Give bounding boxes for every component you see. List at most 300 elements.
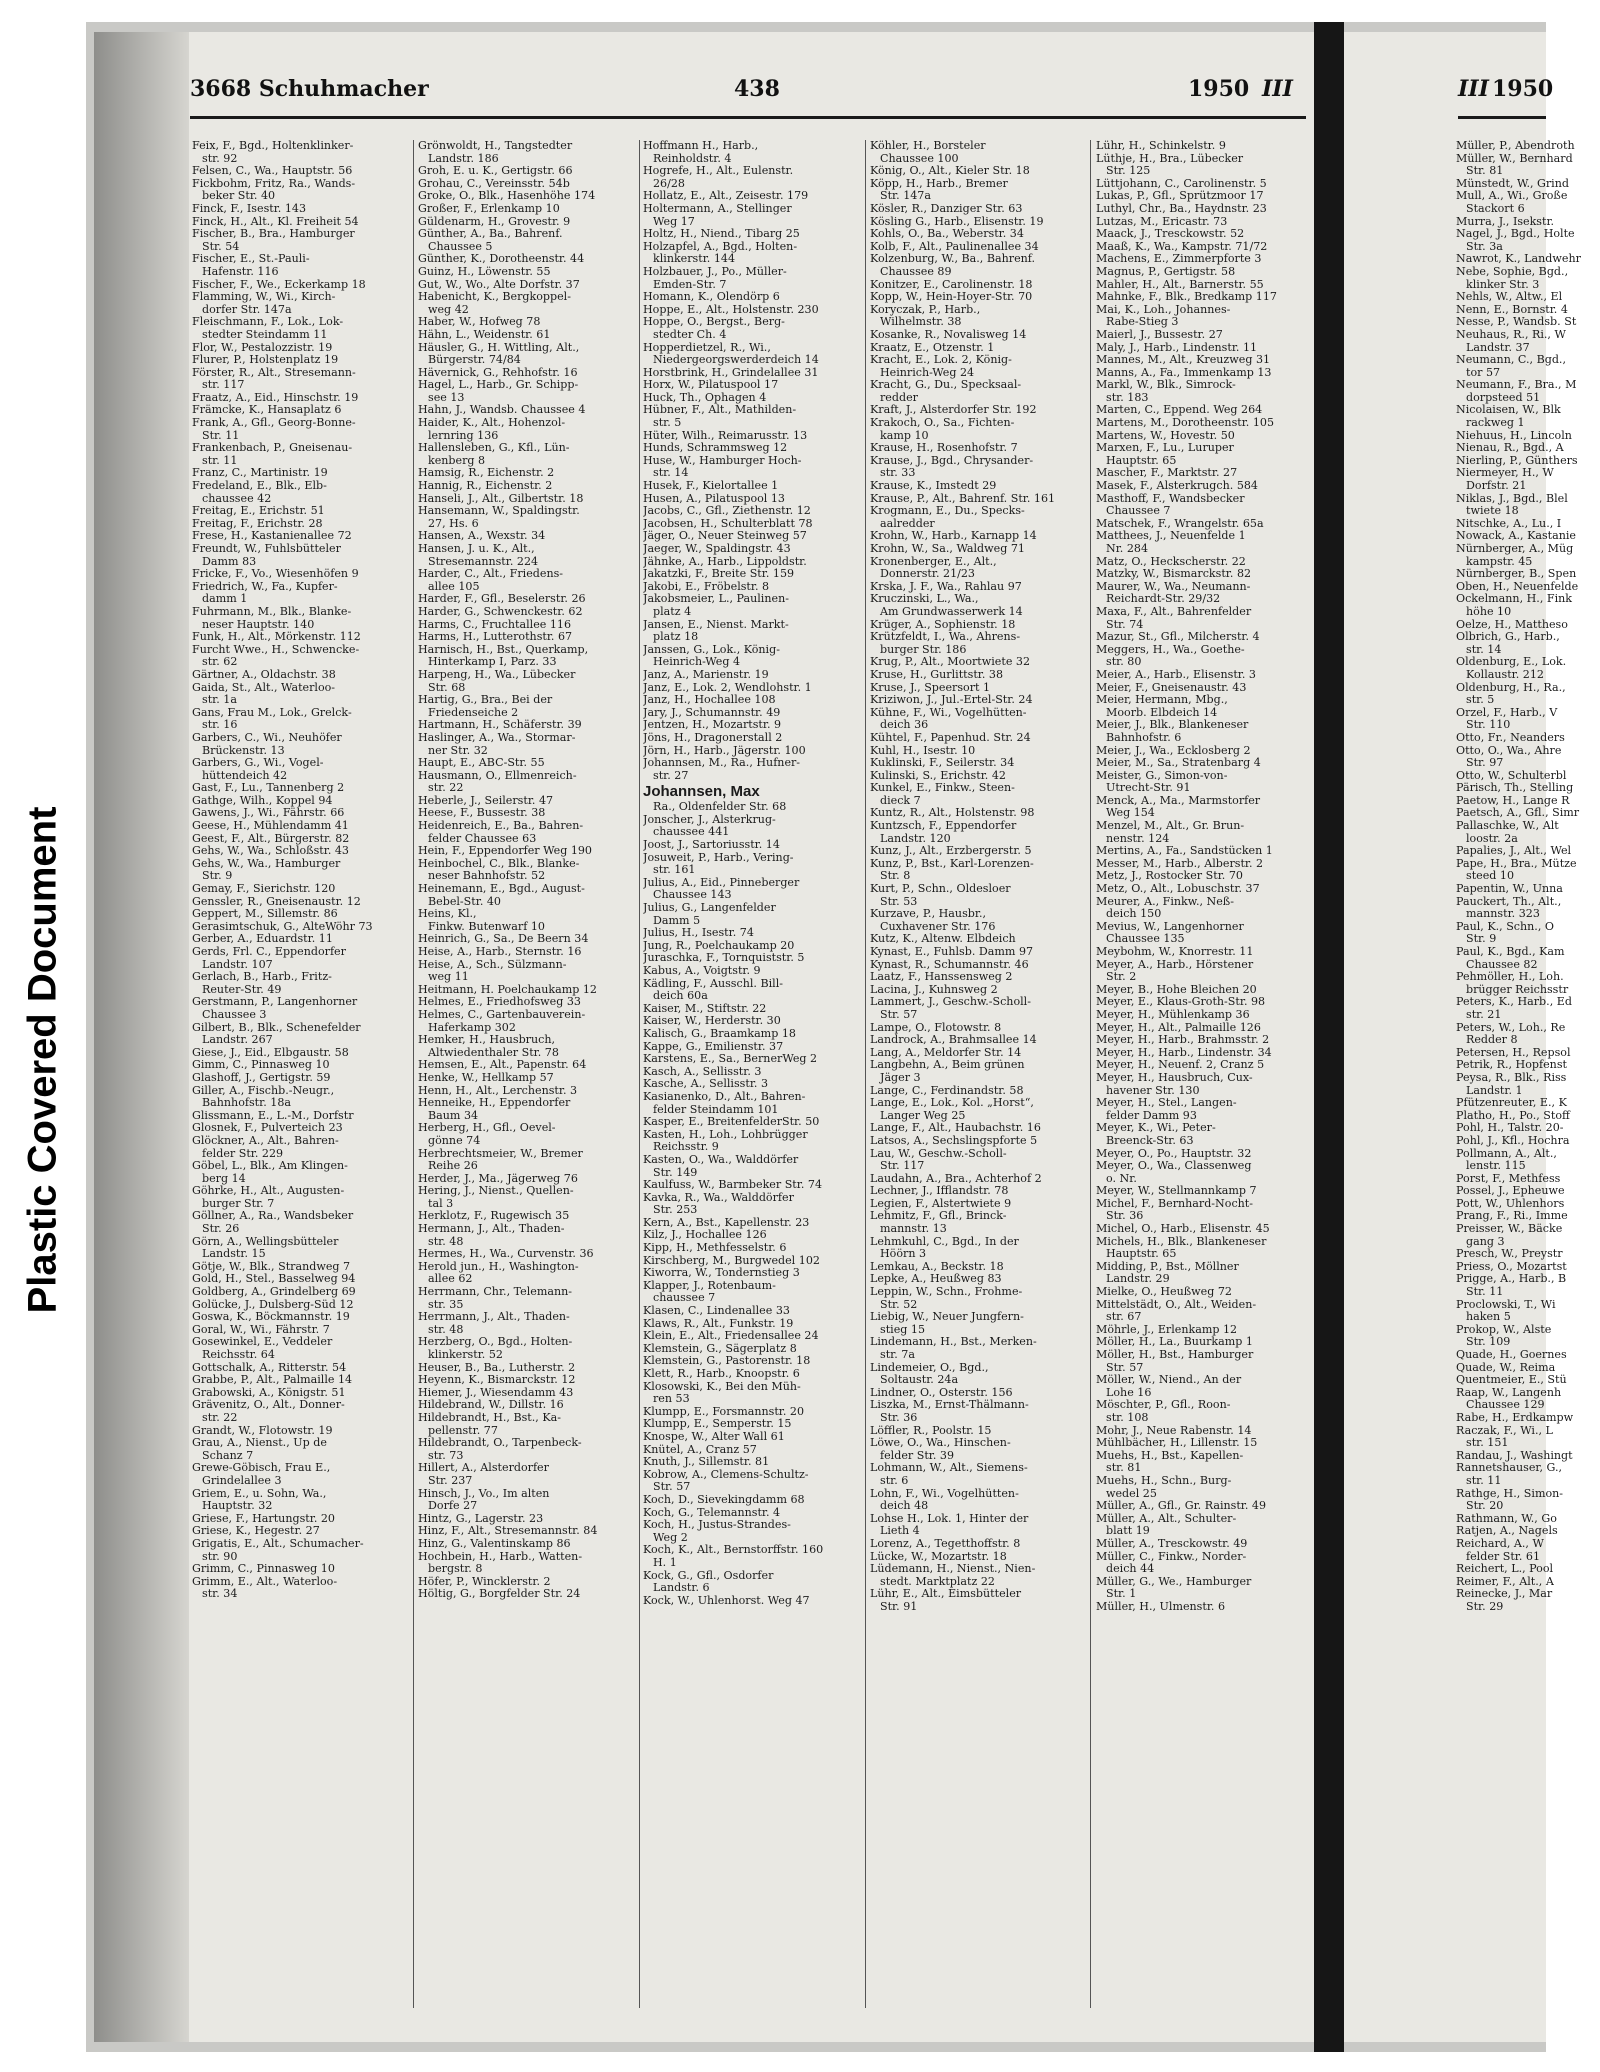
directory-entry: Knospe, W., Alter Wall 61 [643,1429,785,1443]
directory-entry: Lindner, O., Osterstr. 156 [870,1385,1013,1399]
directory-entry: Holzapfel, A., Bgd., Holten- [643,239,798,253]
directory-entry: Meyer, H., Harb., Lindenstr. 34 [1096,1045,1272,1059]
directory-entry-continuation: H. 1 [653,1555,677,1569]
directory-entry-continuation: kenberg 8 [428,453,486,467]
directory-entry: Matschek, F., Wrangelstr. 65a [1096,516,1264,530]
directory-entry: Hübner, F., Alt., Mathilden- [643,403,797,417]
directory-entry-continuation: steed 10 [1466,869,1515,883]
directory-entry-continuation: Reichardt-Str. 29/32 [1106,592,1221,606]
directory-entry: Mahler, H., Alt., Barnerstr. 55 [1096,277,1264,291]
directory-entry: Müller, P., Abendroth [1456,140,1575,152]
directory-entry: Kaiser, W., Herderstr. 30 [643,1014,781,1028]
directory-entry-continuation: Bahnhofstr. 18a [202,1096,292,1110]
directory-entry-continuation: Landstr. 107 [202,957,273,971]
directory-entry: Groh, E. u. K., Gertigstr. 66 [418,164,573,178]
directory-entry-continuation: Str. 11 [1466,1285,1504,1299]
directory-entry: Günther, A., Ba., Bahrenf. [418,227,563,241]
directory-entry: Grabbe, P., Alt., Palmaille 14 [192,1373,353,1387]
directory-entry: Quade, W., Reima [1456,1360,1556,1374]
directory-entry: Grandt, W., Flotowstr. 19 [192,1423,333,1437]
directory-entry: Kynast, R., Schumannstr. 46 [870,957,1029,971]
directory-entry: Paul, K., Bgd., Kam [1456,945,1565,958]
directory-entry-continuation: chaussee 42 [202,491,272,505]
directory-entry: Goswa, K., Böckmannstr. 19 [192,1310,350,1324]
directory-entry-continuation: str. 48 [428,1322,464,1336]
directory-entry-continuation: str. 48 [428,1234,464,1248]
directory-entry: Mahnke, F., Blk., Bredkamp 117 [1096,290,1277,304]
directory-entry-continuation: platz 4 [653,604,692,618]
directory-entry: Gerasimtschuk, G., AlteWöhr 73 [192,919,373,933]
directory-entry-continuation: Langer Weg 25 [880,1108,966,1122]
directory-entry: Lindemeier, O., Bgd., [870,1360,989,1374]
directory-entry: Mohr, J., Neue Rabenstr. 14 [1096,1423,1252,1437]
directory-entry-continuation: Str. 68 [428,680,466,694]
directory-entry-continuation: wedel 25 [1106,1486,1157,1500]
directory-entry: Kraft, J., Alsterdorfer Str. 192 [870,403,1037,417]
directory-entry-continuation: str. 108 [1106,1410,1149,1424]
directory-entry: Matzky, W., Bismarckstr. 82 [1096,567,1252,581]
directory-entry: Kurt, P., Schn., Oldesloer [870,882,1011,896]
directory-entry: Friedrich, W., Fa., Kupfer- [192,579,338,593]
directory-entry: Hermes, H., Wa., Curvenstr. 36 [418,1247,594,1261]
directory-entry-continuation: Str. 253 [653,1203,698,1217]
directory-entry: Groke, O., Blk., Hasenhöhe 174 [418,189,596,203]
directory-entry: Hansen, J. u. K., Alt., [418,542,535,555]
directory-entry-continuation: stieg 15 [880,1322,926,1336]
directory-entry-continuation: felder Chaussee 63 [428,831,537,845]
directory-entry: Flor, W., Pestalozzistr. 19 [192,340,333,354]
directory-entry: Günther, K., Dorotheenstr. 44 [418,252,585,266]
directory-entry: Griem, E., u. Sohn, Wa., [192,1486,327,1500]
directory-entry: Kobrow, A., Clemens-Schultz- [643,1467,809,1481]
directory-entry: Liebig, W., Neuer Jungfern- [870,1310,1024,1324]
directory-entry: Kabus, A., Voigtstr. 9 [643,964,761,977]
directory-entry: Großer, F., Erlenkamp 10 [418,201,560,215]
directory-entry: Hähn, L., Weidenstr. 61 [418,327,551,341]
directory-entry: Felsen, C., Wa., Hauptstr. 56 [192,164,353,178]
directory-entry: Pott, W., Uhlenhors [1456,1196,1565,1210]
directory-entry: Mevius, W., Langenhorner [1096,919,1244,933]
directory-entry-continuation: Str. 110 [1466,718,1511,732]
directory-entry-continuation: str. 5 [1466,693,1495,707]
directory-entry-continuation: platz 18 [653,630,699,644]
directory-entry: Harder, C., Alt., Friedens- [418,567,564,581]
directory-entry: Krützfeldt, I., Wa., Ahrens- [870,630,1021,644]
directory-entry: Murra, J., Isekstr. [1456,214,1555,228]
directory-entry: Maly, J., Harb., Lindenstr. 11 [1096,340,1258,354]
directory-entry-continuation: bergstr. 8 [428,1562,483,1576]
directory-entry: Landrock, A., Brahmsallee 14 [870,1033,1037,1047]
directory-entry-continuation: dieck 7 [880,793,921,807]
directory-entry: Höltig, G., Borgfelder Str. 24 [418,1587,581,1601]
directory-entry-continuation: Landstr. 120 [880,831,951,845]
directory-entry-continuation: Chaussee 129 [1466,1398,1545,1412]
directory-entry-continuation: nenstr. 124 [1106,831,1170,845]
directory-entry: Kuntzsch, F., Eppendorfer [870,819,1017,833]
directory-entry: Prokop, W., Alste [1456,1322,1552,1336]
directory-entry-continuation: deich 36 [880,718,929,732]
directory-entry: Prang, F., Ri., Imme [1456,1209,1568,1223]
directory-entry-continuation: berg 14 [202,1171,246,1185]
directory-entry: Koch, D., Sievekingdamm 68 [643,1492,805,1506]
directory-entry: Hering, J., Nienst., Quellen- [418,1184,574,1198]
directory-entry: Krska, J. F., Wa., Rahlau 97 [870,579,1022,593]
directory-entry: Hildebrandt, O., Tarpenbeck- [418,1436,582,1450]
directory-entry: Hartmann, H., Schäferstr. 39 [418,718,582,732]
directory-entry-continuation: Str. 57 [1106,1360,1144,1374]
directory-entry: Haider, K., Alt., Hohenzol- [418,416,566,430]
directory-entry: Kunz, P., Bst., Karl-Lorenzen- [870,856,1034,870]
directory-entry-continuation: str. 14 [1466,642,1502,656]
directory-entry: Meyer, O., Po., Hauptstr. 32 [1096,1146,1252,1160]
directory-entry: Müller, C., Finkw., Norder- [1096,1549,1247,1563]
directory-entry-continuation: str. 16 [202,718,238,732]
directory-entry-continuation: chaussee 7 [653,1291,716,1305]
directory-entry: Rathmann, W., Go [1456,1511,1557,1525]
directory-entry: Kronenberger, E., Alt., [870,554,997,568]
directory-entry: Klapper, J., Rotenbaum- [643,1278,776,1292]
directory-entry: Meurer, A., Finkw., Neß- [1096,894,1234,908]
directory-entry: Hävernick, G., Rehhofstr. 16 [418,365,578,379]
directory-entry-continuation: Str. 9 [202,869,233,883]
directory-entry-continuation: see 13 [428,390,465,404]
directory-entry: Koch, H., Justus-Strandes- [643,1518,791,1532]
directory-entry: Henke, W., Hellkamp 57 [418,1070,554,1084]
directory-entry: Oldenburg, H., Ra., [1456,680,1566,694]
directory-entry: Meyer, B., Hohe Bleichen 20 [1096,982,1257,996]
directory-column-1 [192,140,406,2008]
directory-entry: Gottschalk, A., Ritterstr. 54 [192,1360,347,1374]
directory-entry-continuation: kampstr. 45 [1466,554,1533,568]
directory-entry: Herberg, H., Gfl., Oevel- [418,1121,556,1135]
directory-entry: Kasch, A., Sellisstr. 3 [643,1064,762,1078]
directory-entry: Mielke, O., Heußweg 72 [1096,1285,1232,1299]
directory-entry: Heise, A., Sch., Sülzmann- [418,957,567,971]
directory-entry-continuation: str. 11 [1466,1473,1502,1487]
directory-entry: Krakoch, O., Sa., Fichten- [870,416,1015,430]
column-divider [1090,140,1091,2008]
directory-entry-continuation: Bürgerstr. 74/84 [428,353,521,367]
directory-entry-continuation: Wilhelmstr. 38 [880,315,962,329]
directory-entry-continuation: hüttendeich 42 [202,768,288,782]
directory-entry: Hemsen, E., Alt., Papenstr. 64 [418,1058,587,1072]
directory-entry: Meyer, H., Harb., Brahmsstr. 2 [1096,1033,1270,1047]
directory-entry: Gosewinkel, E., Veddeler [192,1335,333,1349]
directory-entry-continuation: Str. 97 [1466,756,1504,770]
directory-entry-continuation: Str. 81 [1466,164,1504,178]
directory-entry: Masthoff, F., Wandsbecker [1096,491,1245,505]
directory-entry-continuation: Str. 8 [880,869,911,883]
directory-entry: Haber, W., Hofweg 78 [418,315,541,329]
directory-entry: Hinz, G., Valentinskamp 86 [418,1536,571,1550]
directory-entry: Harms, H., Lutterothstr. 67 [418,630,573,644]
directory-entry: Klumpp, E., Forsmannstr. 20 [643,1404,805,1418]
directory-entry: Randau, J., Washingt [1456,1448,1573,1462]
directory-entry: Müller, A., Gfl., Gr. Rainstr. 49 [1096,1499,1267,1513]
directory-entry-continuation: Dorfstr. 21 [1466,479,1527,493]
directory-entry: Möller, H., Bst., Hamburger [1096,1348,1254,1361]
directory-entry: Lüttjohann, C., Carolinenstr. 5 [1096,176,1267,190]
directory-entry: Heberle, J., Seilerstr. 47 [418,793,554,807]
directory-entry: Heins, Kl., [418,907,477,921]
directory-entry: Lange, C., Ferdinandstr. 58 [870,1083,1024,1097]
directory-entry: Hillert, A., Alsterdorfer [418,1461,549,1475]
directory-entry: Grewe-Göbisch, Frau E., [192,1461,331,1475]
directory-entry-continuation: Landstr. 6 [653,1581,710,1595]
directory-entry-continuation: Cuxhavener Str. 176 [880,919,996,933]
directory-entry: Grau, A., Nienst., Up de [192,1436,327,1450]
directory-entry: Lohmann, W., Alt., Siemens- [870,1461,1028,1475]
directory-column-4 [870,140,1085,2008]
directory-entry: Jonscher, J., Alsterkrug- [643,812,776,826]
directory-entry: Hoppe, E., Alt., Holstenstr. 230 [643,302,819,316]
directory-entry: Kipp, H., Methfesselstr. 6 [643,1241,787,1255]
directory-entry-continuation: Heinrich-Weg 4 [653,655,741,669]
directory-entry: Habenicht, K., Bergkoppel- [418,290,571,304]
directory-entry: Griese, K., Hegestr. 27 [192,1524,320,1538]
directory-entry-continuation: ner Str. 32 [428,743,488,757]
directory-entry: Heidenreich, E., Ba., Bahren- [418,819,584,833]
directory-entry: Quade, H., Goernes [1456,1348,1567,1361]
directory-entry-continuation: Am Grundwasserwerk 14 [880,604,1023,618]
directory-entry-continuation: str. 67 [1106,1310,1142,1324]
directory-entry: Gerstmann, P., Langenhorner [192,995,358,1009]
directory-entry: Löwe, O., Wa., Hinschen- [870,1436,1011,1450]
directory-entry-continuation: Str. 149 [653,1165,698,1179]
directory-entry: Petersen, H., Repsol [1456,1045,1571,1059]
directory-entry: Lukas, P., Gfl., Sprützmoor 17 [1096,189,1264,203]
directory-entry: Lang, A., Meldorfer Str. 14 [870,1045,1022,1059]
directory-entry: Nagel, J., Bgd., Holte [1456,227,1575,241]
directory-entry: Främcke, K., Hansaplatz 6 [192,403,342,417]
directory-entry: Paul, K., Schn., O [1456,919,1554,933]
directory-entry: Maurer, W., Wa., Neumann- [1096,579,1251,593]
directory-entry-continuation: Stresemannstr. 224 [428,554,539,568]
directory-entry: Möller, H., La., Buurkamp 1 [1096,1335,1253,1349]
directory-entry-continuation: felder Steindamm 101 [653,1102,779,1116]
right-page-volume: III [1458,76,1489,102]
directory-entry-continuation: Damm 83 [202,554,257,568]
directory-entry: Kaulfuss, W., Barmbeker Str. 74 [643,1178,823,1192]
directory-entry: Michel, O., Harb., Elisenstr. 45 [1096,1222,1270,1236]
directory-entry: Kühtel, F., Papenhud. Str. 24 [870,730,1031,744]
directory-entry: Hamsig, R., Eichenstr. 2 [418,466,555,480]
directory-entry: Lücke, W., Mozartstr. 18 [870,1549,1007,1563]
directory-entry: Krohn, W., Harb., Karnapp 14 [870,529,1037,543]
directory-entry-continuation: twiete 18 [1466,504,1519,518]
directory-entry-continuation: allee 105 [428,579,480,593]
directory-entry: Knuth, J., Sillemstr. 81 [643,1455,770,1469]
directory-entry: Jacobs, C., Gfl., Ziethenstr. 12 [643,504,811,518]
directory-entry: Rabe, H., Erdkampw [1456,1410,1574,1424]
page-number: 438 [734,76,780,102]
directory-entry: Heitmann, H. Poelchaukamp 12 [418,982,597,996]
directory-entry: Kalisch, G., Braamkamp 18 [643,1026,796,1040]
directory-entry: Proclowski, T., Wi [1456,1297,1556,1311]
directory-entry: Julius, G., Langenfelder [643,901,776,915]
directory-entry: Klasen, C., Lindenallee 33 [643,1304,790,1318]
directory-entry: Jary, J., Schumannstr. 49 [643,705,781,719]
directory-entry: Lehmkuhl, C., Bgd., In der [870,1234,1019,1248]
directory-entry: Jaeger, W., Spaldingstr. 43 [643,542,791,555]
directory-entry: Hoppe, O., Bergst., Berg- [643,315,785,329]
directory-entry: Helmes, E., Friedhofsweg 33 [418,995,581,1009]
directory-column-5 [1096,140,1308,2008]
directory-entry-continuation: Reinholdstr. 4 [653,151,732,165]
directory-entry-continuation: Str. 29 [1466,1599,1504,1613]
directory-entry-continuation: deich 48 [880,1499,929,1513]
directory-entry: Huck, Th., Ophagen 4 [643,390,767,404]
directory-entry: Garbers, G., Wi., Vogel- [192,756,324,770]
directory-entry-continuation: str. 5 [653,416,682,430]
directory-entry: Goral, W., Wi., Fährstr. 7 [192,1322,330,1336]
directory-entry-continuation: Rabe-Stieg 3 [1106,315,1179,329]
directory-entry: Gehs, W., Wa., Schloßstr. 43 [192,844,349,858]
directory-entry: Koch, K., Alt., Bernstorffstr. 160 [643,1543,824,1557]
directory-entry: Häusler, G., H. Wittling, Alt., [418,340,580,354]
directory-entry: Lampe, O., Flotowstr. 8 [870,1020,1002,1034]
directory-entry: Petrik, R., Hopfenst [1456,1058,1567,1072]
directory-entry: Glissmann, E., L.-M., Dorfstr [192,1108,354,1122]
directory-entry-continuation: Chaussee 5 [428,239,493,253]
directory-entry: Lühr, H., Schinkelstr. 9 [1096,140,1226,152]
directory-entry-continuation: klinker Str. 3 [1466,277,1540,291]
directory-entry: Knütel, A., Cranz 57 [643,1442,757,1456]
directory-entry: Meier, F., Gneisenaustr. 43 [1096,680,1247,694]
directory-entry: Heese, F., Bussestr. 38 [418,806,546,820]
directory-entry-continuation: kamp 10 [880,428,929,442]
directory-entry: Nitschke, A., Lu., I [1456,516,1562,530]
directory-entry-continuation: Str. 1 [1106,1587,1137,1601]
directory-entry: Messer, M., Harb., Alberstr. 2 [1096,856,1264,870]
right-page-header-rule [1458,116,1546,119]
directory-entry: Meyer, O., Wa., Classenweg [1096,1159,1252,1173]
directory-entry: Möhrle, J., Erlenkamp 12 [1096,1322,1238,1336]
directory-entry: Frankenbach, P., Gneisenau- [192,441,353,455]
directory-entry-continuation: Landstr. 267 [202,1033,273,1047]
directory-entry-continuation: Ra., Oldenfelder Str. 68 [653,800,787,814]
directory-entry: Müller, A., Alt., Schulter- [1096,1511,1237,1525]
directory-entry: Presch, W., Preystr [1456,1247,1563,1261]
directory-entry: Klemstein, G., Sägerplatz 8 [643,1341,797,1355]
directory-entry: Jansen, E., Nienst. Markt- [643,617,789,631]
directory-entry-continuation: Weg 17 [653,214,695,228]
directory-entry: Frank, A., Gfl., Georg-Bonne- [192,416,356,430]
directory-entry: Meyer, K., Wi., Peter- [1096,1121,1216,1135]
directory-entry: Lepke, A., Heußweg 83 [870,1272,1002,1286]
directory-entry: Henn, H., Alt., Lerchenstr. 3 [418,1083,578,1097]
directory-entry: Freitag, E., Erichstr. 51 [192,504,325,518]
directory-entry: Pärisch, Th., Stelling [1456,781,1574,795]
directory-entry-continuation: klinkerstr. 52 [428,1348,503,1361]
directory-entry: Lorenz, A., Tegetthoffstr. 8 [870,1536,1021,1550]
directory-entry: Herold jun., H., Washington- [418,1259,579,1273]
directory-entry: Meyer, H., Mühlenkamp 36 [1096,1007,1250,1021]
directory-entry: Kirschberg, M., Burgwedel 102 [643,1253,820,1267]
directory-entry: Köpp, H., Harb., Bremer [870,176,1008,190]
directory-entry: Pohl, H., Talstr. 20- [1456,1121,1564,1135]
directory-entry-continuation: Str. 54 [202,239,240,253]
directory-entry: Julius, A., Eid., Pinneberger [643,875,800,889]
directory-entry: Kern, A., Bst., Kapellenstr. 23 [643,1215,810,1229]
directory-entry: Meyer, H., Alt., Palmaille 126 [1096,1020,1261,1034]
directory-entry: Raap, W., Langenh [1456,1385,1562,1399]
directory-entry-continuation: Weg 154 [1106,806,1155,820]
directory-entry: Finck, F., Isestr. 143 [192,201,307,215]
directory-entry-continuation: Soltaustr. 24a [880,1373,959,1387]
directory-entry: Ockelmann, H., Fink [1456,592,1572,606]
directory-entry: Gathge, Wilh., Koppel 94 [192,793,333,807]
directory-entry-continuation: Grindelallee 3 [202,1473,282,1487]
directory-entry: Rannetshauser, G., [1456,1461,1563,1475]
directory-entry: Freundt, W., Fuhlsbütteler [192,542,341,555]
directory-entry-continuation: stedt. Marktplatz 22 [880,1574,995,1588]
directory-entry: Gilbert, B., Blk., Schenefelder [192,1020,361,1034]
directory-entry: Funk, H., Alt., Mörkenstr. 112 [192,630,361,644]
directory-entry: Kösler, R., Danziger Str. 63 [870,201,1023,215]
directory-entry: Mittelstädt, O., Alt., Weiden- [1096,1297,1257,1311]
directory-entry: Hollatz, E., Alt., Zeisestr. 179 [643,189,809,203]
directory-entry-continuation: 27, Hs. 6 [428,516,479,530]
directory-entry: Kuntz, R., Alt., Holstenstr. 98 [870,806,1035,820]
directory-entry: Oben, H., Neuenfelde [1456,579,1579,593]
directory-entry-continuation: Brückenstr. 13 [202,743,285,757]
directory-entry: Kappe, G., Emilienstr. 37 [643,1039,784,1053]
directory-entry-continuation: Bahnhofstr. 6 [1106,730,1182,744]
directory-entry: Hinsch, J., Vo., Im alten [418,1486,550,1500]
directory-entry: Lacina, J., Kuhnsweg 2 [870,982,998,996]
directory-entry: Meier, M., Sa., Stratenbarg 4 [1096,756,1261,770]
directory-entry: Kruczinski, L., Wa., [870,592,979,606]
directory-entry-continuation: deich 44 [1106,1562,1155,1576]
directory-entry: Gold, H., Stel., Basselweg 94 [192,1272,356,1286]
directory-entry: Kilz, J., Hochallee 126 [643,1228,767,1242]
directory-entry: Janz, H., Hochallee 108 [643,693,776,707]
directory-entry: Kasche, A., Sellisstr. 3 [643,1077,769,1091]
directory-entry: Kiworra, W., Tondernstieg 3 [643,1266,800,1280]
directory-entry: Laatz, F., Hanssensweg 2 [870,970,1013,984]
directory-entry-continuation: dorfer Str. 147a [202,302,292,316]
directory-entry-continuation: weg 42 [428,302,469,316]
directory-entry: Haslinger, A., Wa., Stormar- [418,730,576,744]
directory-entry: Langbehn, A., Beim grünen [870,1058,1025,1072]
directory-entry: Giese, J., Eid., Elbgaustr. 58 [192,1045,349,1059]
directory-entry: Köhler, H., Borsteler [870,140,986,152]
directory-entry: Reichert, L., Pool [1456,1562,1554,1576]
directory-entry-continuation: Donnerstr. 21/23 [880,567,975,581]
directory-entry: Pohl, J., Kfl., Hochra [1456,1133,1570,1147]
right-page-year: 1950 [1492,76,1554,102]
directory-entry: Münstedt, W., Grind [1456,176,1569,190]
directory-entry: Holzbauer, J., Po., Müller- [643,264,787,278]
directory-entry: Heuser, B., Ba., Lutherstr. 2 [418,1360,576,1374]
directory-entry: Kopp, W., Hein-Hoyer-Str. 70 [870,290,1033,304]
directory-entry: Marxen, F., Lu., Luruper [1096,441,1234,455]
directory-entry: Niklas, J., Bgd., Blel [1456,491,1568,505]
directory-entry: Luthyl, Chr., Ba., Haydnstr. 23 [1096,201,1267,215]
directory-entry: Quentmeier, E., Stü [1456,1373,1567,1387]
directory-entry: Manns, A., Fa., Immenkamp 13 [1096,365,1272,379]
directory-entry: Fickbohm, Fritz, Ra., Wands- [192,176,356,190]
directory-entry: Grohau, C., Vereinsstr. 54b [418,176,570,190]
directory-entry: Muehs, H., Bst., Kapellen- [1096,1448,1244,1462]
directory-entry: Lutzas, M., Ericastr. 73 [1096,214,1228,228]
directory-entry: Mertins, A., Fa., Sandstücken 1 [1096,844,1273,858]
directory-entry: Magnus, P., Gertigstr. 58 [1096,264,1236,278]
directory-entry-continuation: Chaussee 82 [1466,957,1538,971]
directory-entry: Kasten, O., Wa., Walddörfer [643,1152,799,1166]
directory-entry: Kruse, H., Gurlittstr. 38 [870,667,1004,681]
